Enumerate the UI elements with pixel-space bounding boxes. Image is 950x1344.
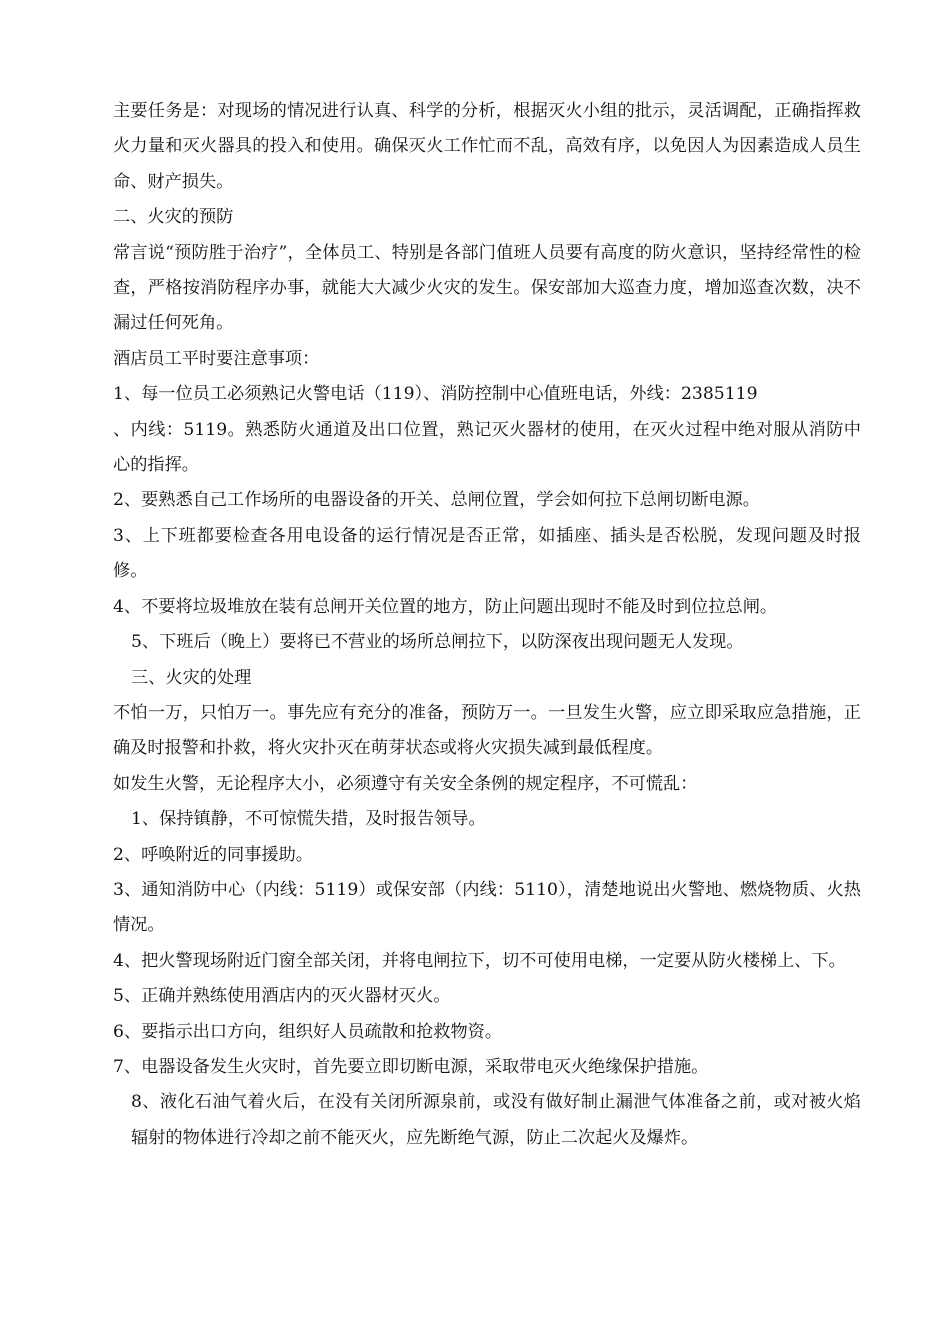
note-item-2: 2、要熟悉自己工作场所的电器设备的开关、总闸位置，学会如何拉下总闸切断电源。 xyxy=(113,490,760,511)
document-body xyxy=(113,94,861,1156)
procedure-item-2: 2、呼唤附近的同事援助。 xyxy=(113,844,313,865)
procedure-item-1: 1、保持镇静，不可惊慌失措，及时报告领导。 xyxy=(131,809,486,830)
procedure-item-3: 3、通知消防中心（内线：5119）或保安部（内线：5110），清楚地说出火警地、燃烧物质、火热情况。 xyxy=(113,879,861,936)
staff-notes-heading: 酒店员工平时要注意事项： xyxy=(113,348,320,369)
procedure-item-8: 8、液化石油气着火后，在没有关闭所源泉前，或没有做好制止漏泄气体准备之前，或对被火焰辐射的物体进行冷却之前不能灭火，应先断绝气源，防止二次起火及爆炸。 xyxy=(131,1092,861,1148)
task-paragraph: 主要任务是：对现场的情况进行认真、科学的分析，根据灭火小组的批示，灵活调配，正确指挥救火力量和灭火器具的投入和使用。确保灭火工作忙而不乱，高效有序，以免因人为因素造成人员生命、财产损失。 xyxy=(113,101,861,192)
section-heading-fire-prevention: 二、火灾的预防 xyxy=(113,207,234,228)
procedure-intro: 如发生火警，无论程序大小，必须遵守有关安全条例的规定程序，不可慌乱： xyxy=(113,773,698,794)
prevention-paragraph: 常言说“预防胜于治疗”，全体员工、特别是各部门值班人员要有高度的防火意识，坚持经常性的检查，严格按消防程序办事，就能大大减少火灾的发生。保安部加大巡查力度，增加巡查次数，决不漏过任何死角。 xyxy=(113,242,861,334)
section-heading-fire-handling: 三、火灾的处理 xyxy=(131,667,252,688)
note-item-1-continued: 、内线：5119。熟悉防火通道及出口位置，熟记灭火器材的使用，在灭火过程中绝对服从消防中心的指挥。 xyxy=(113,419,861,476)
procedure-item-6: 6、要指示出口方向，组织好人员疏散和抢救物资。 xyxy=(113,1021,503,1042)
note-item-1: 1、每一位员工必须熟记火警电话（119）、消防控制中心值班电话，外线：2385119 xyxy=(113,384,758,405)
note-item-5: 5、下班后（晚上）要将已不营业的场所总闸拉下，以防深夜出现问题无人发现。 xyxy=(131,632,744,653)
procedure-item-5: 5、正确并熟练使用酒店内的灭火器材灭火。 xyxy=(113,986,451,1007)
handling-paragraph: 不怕一万，只怕万一。事先应有充分的准备，预防万一。一旦发生火警，应立即采取应急措施，正确及时报警和扑救，将火灾扑灭在萌芽状态或将火灾损失减到最低程度。 xyxy=(113,702,861,759)
note-item-3: 3、上下班都要检查各用电设备的运行情况是否正常，如插座、插头是否松脱，发现问题及时报修。 xyxy=(113,525,861,582)
procedure-item-7: 7、电器设备发生火灾时，首先要立即切断电源，采取带电灭火绝缘保护措施。 xyxy=(113,1056,709,1077)
procedure-item-4: 4、把火警现场附近门窗全部关闭，并将电闸拉下，切不可使用电梯，一定要从防火楼梯上、下。 xyxy=(113,950,846,971)
note-item-4: 4、不要将垃圾堆放在装有总闸开关位置的地方，防止问题出现时不能及时到位拉总闸。 xyxy=(113,596,778,617)
